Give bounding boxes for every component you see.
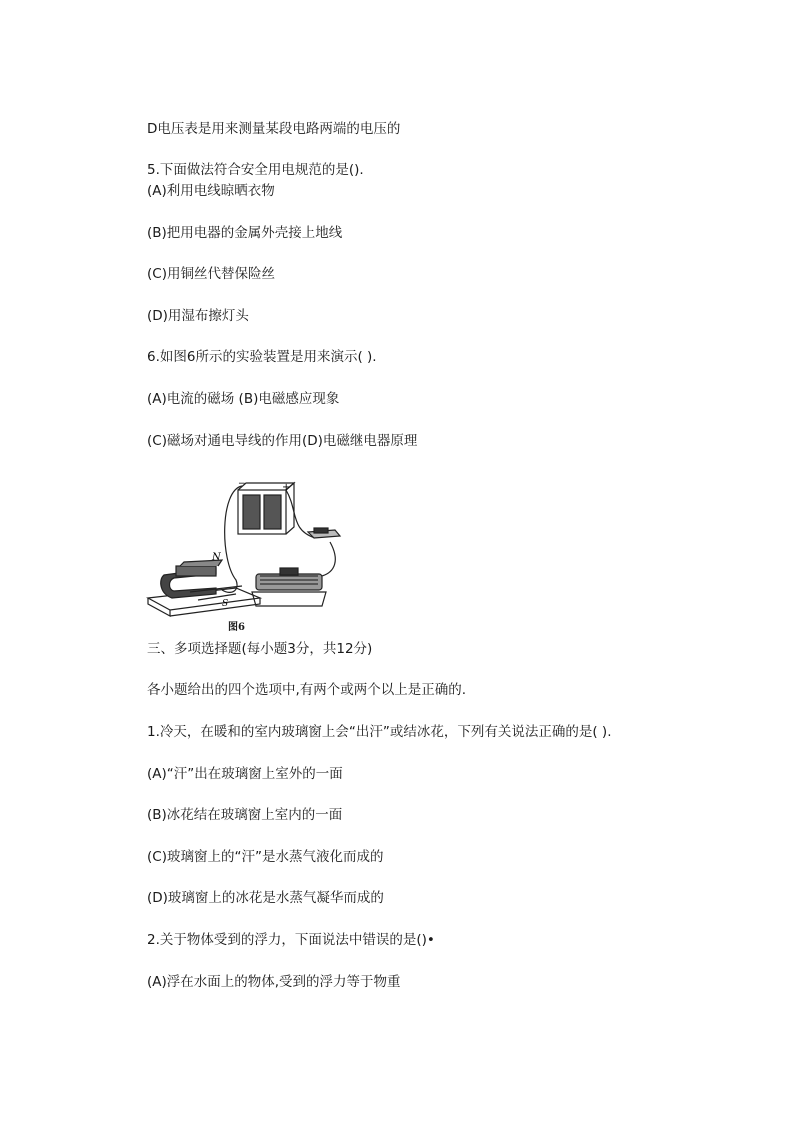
question-6-options-ab: (A)电流的磁场 (B)电磁感应现象 — [147, 391, 340, 407]
question-5-option-b: (B)把用电器的金属外壳接上地线 — [147, 225, 343, 241]
multi-question-1-option-a: (A)“汗”出在玻璃窗上室外的一面 — [147, 766, 343, 782]
battery-plus-label: + — [282, 482, 291, 493]
wire-rheostat — [322, 542, 335, 576]
pole-n-label: N — [212, 552, 221, 563]
apparatus-drawing — [140, 480, 360, 635]
multi-question-2-stem: 2.关于物体受到的浮力，下面说法中错误的是()• — [147, 932, 435, 948]
question-6-options-cd: (C)磁场对通电导线的作用(D)电磁继电器原理 — [147, 433, 418, 449]
figure-6-apparatus — [140, 480, 360, 635]
multi-question-1-option-b: (B)冰花结在玻璃窗上室内的一面 — [147, 807, 343, 823]
question-5-option-a: (A)利用电线晾晒衣物 — [147, 183, 275, 199]
multi-question-1-stem: 1.冷天，在暖和的室内玻璃窗上会“出汗”或结冰花，下列有关说法正确的是( ). — [147, 724, 612, 740]
section-3-heading: 三、多项选择题(每小题3分，共12分) — [147, 641, 373, 657]
multi-question-2-option-a: (A)浮在水面上的物体,受到的浮力等于物重 — [147, 974, 401, 990]
question-5-stem: 5.下面做法符合安全用电规范的是(). — [147, 162, 364, 178]
section-3-instructions: 各小题给出的四个选项中,有两个或两个以上是正确的. — [147, 682, 467, 698]
battery-minus-label: − — [238, 480, 246, 489]
figure-caption: 图6 — [228, 622, 245, 633]
multi-question-1-option-c: (C)玻璃窗上的“汗”是水蒸气液化而成的 — [147, 849, 384, 865]
wire-left — [222, 486, 242, 592]
multi-question-1-option-d: (D)玻璃窗上的冰花是水蒸气凝华而成的 — [147, 890, 384, 906]
question-6-stem: 6.如图6所示的实验装置是用来演示( ). — [147, 349, 377, 365]
question-5-option-d: (D)用湿布擦灯头 — [147, 308, 249, 324]
question-5-option-c: (C)用铜丝代替保险丝 — [147, 266, 275, 282]
option-d-voltmeter: D电压表是用来测量某段电路两端的电压的 — [147, 121, 401, 137]
pole-s-label: S — [222, 599, 229, 609]
